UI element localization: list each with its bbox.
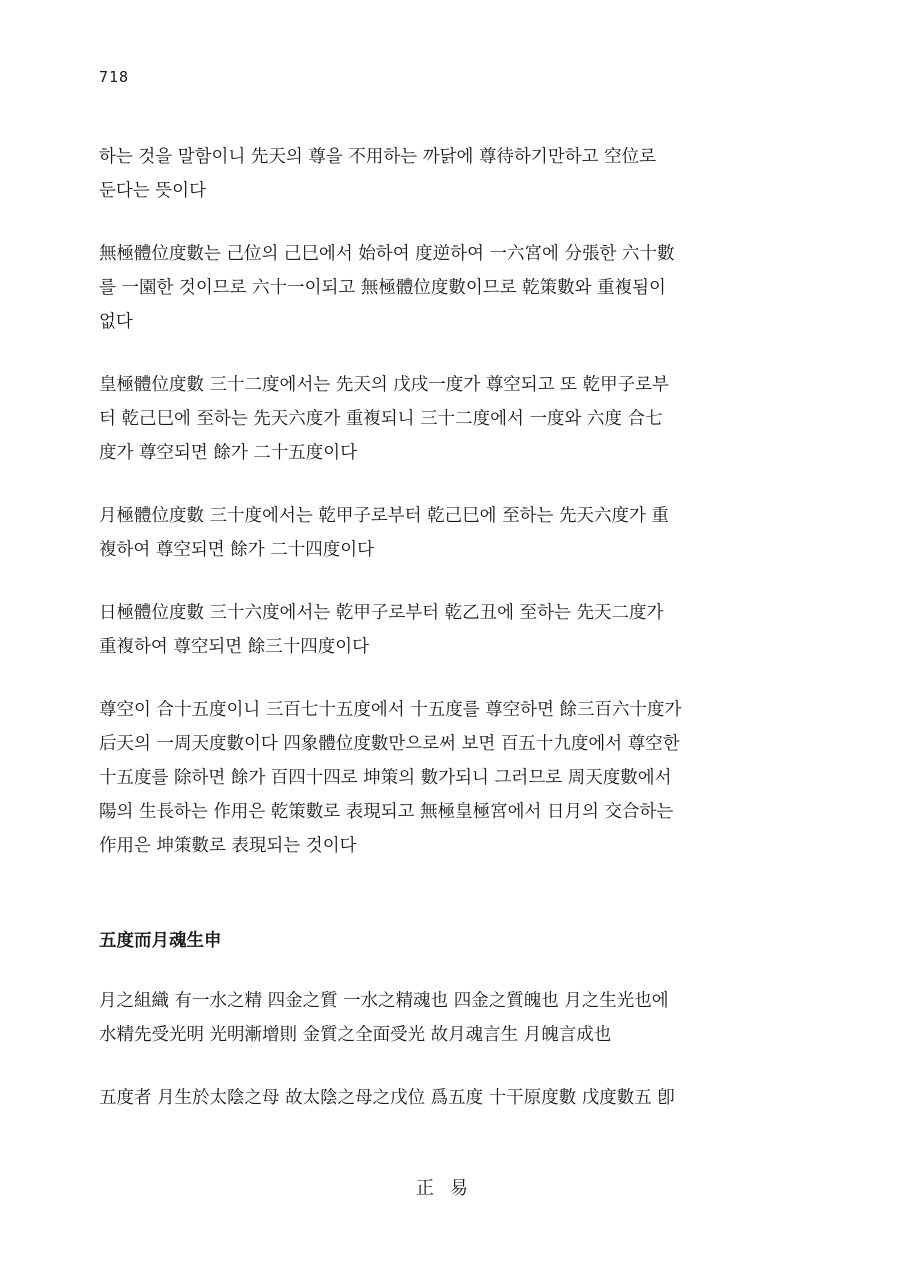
paragraph-4: 月極體位度數 三十度에서는 乾甲子로부터 乾己巳에 至하는 先天六度가 重 複하여 尊空되면 餘가 二十四度이다 (99, 506, 669, 560)
running-footer: 正易 (416, 1178, 484, 1199)
page-number: 718 (99, 68, 130, 86)
paragraph-6: 尊空이 合十五度이니 三百七十五度에서 十五度를 尊空하면 餘三百六十度가 后天의 一周天度數이다 四象體位度數만으로써 보면 百五十九度에서 尊空한 十五度를 除하면 餘가 百四十四로 坤策의 數가되니 그러므로 周天度數에서 陽의 生長하는 作用은 乾策數로 表現되고 無極皇極宮에서 日月의 交合하는 作用은 坤策數로 表現되는 것이다 (99, 700, 682, 856)
section-paragraph-2: 五度者 月生於太陰之母 故太陰之母之戊位 爲五度 十干原度數 戊度數五 卽 (99, 1088, 675, 1108)
body-text (99, 140, 759, 892)
paragraph-2: 無極體位度數는 己位의 己巳에서 始하여 度逆하여 一六宮에 分張한 六十數 를 一園한 것이므로 六十一이되고 無極體位度數이므로 乾策數와 重複됨이 없다 (99, 244, 675, 332)
paragraph-5: 日極體位度數 三十六度에서는 乾甲子로부터 乾乙丑에 至하는 先天二度가 重複하여 尊空되면 餘三十四度이다 (99, 603, 664, 657)
section-paragraph-1: 月之組織 有一水之精 四金之質 一水之精魂也 四金之質魄也 月之生光也에 水精先受光明 光明漸增則 金質之全面受光 故月魂言生 月魄言成也 (99, 991, 669, 1045)
section (99, 926, 759, 1144)
paragraph-3: 皇極體位度數 三十二度에서는 先天의 戊戌一度가 尊空되고 또 乾甲子로부 터 乾己巳에 至하는 先天六度가 重複되니 三十二度에서 一度와 六度 合七 度가 尊空되면 餘가 二十五度이다 (99, 375, 669, 463)
section-heading: 五度而月魂生申 (99, 931, 222, 951)
paragraph-1: 하는 것을 말함이니 先天의 尊을 不用하는 까닭에 尊待하기만하고 空位로 둔다는 뜻이다 (99, 147, 657, 201)
